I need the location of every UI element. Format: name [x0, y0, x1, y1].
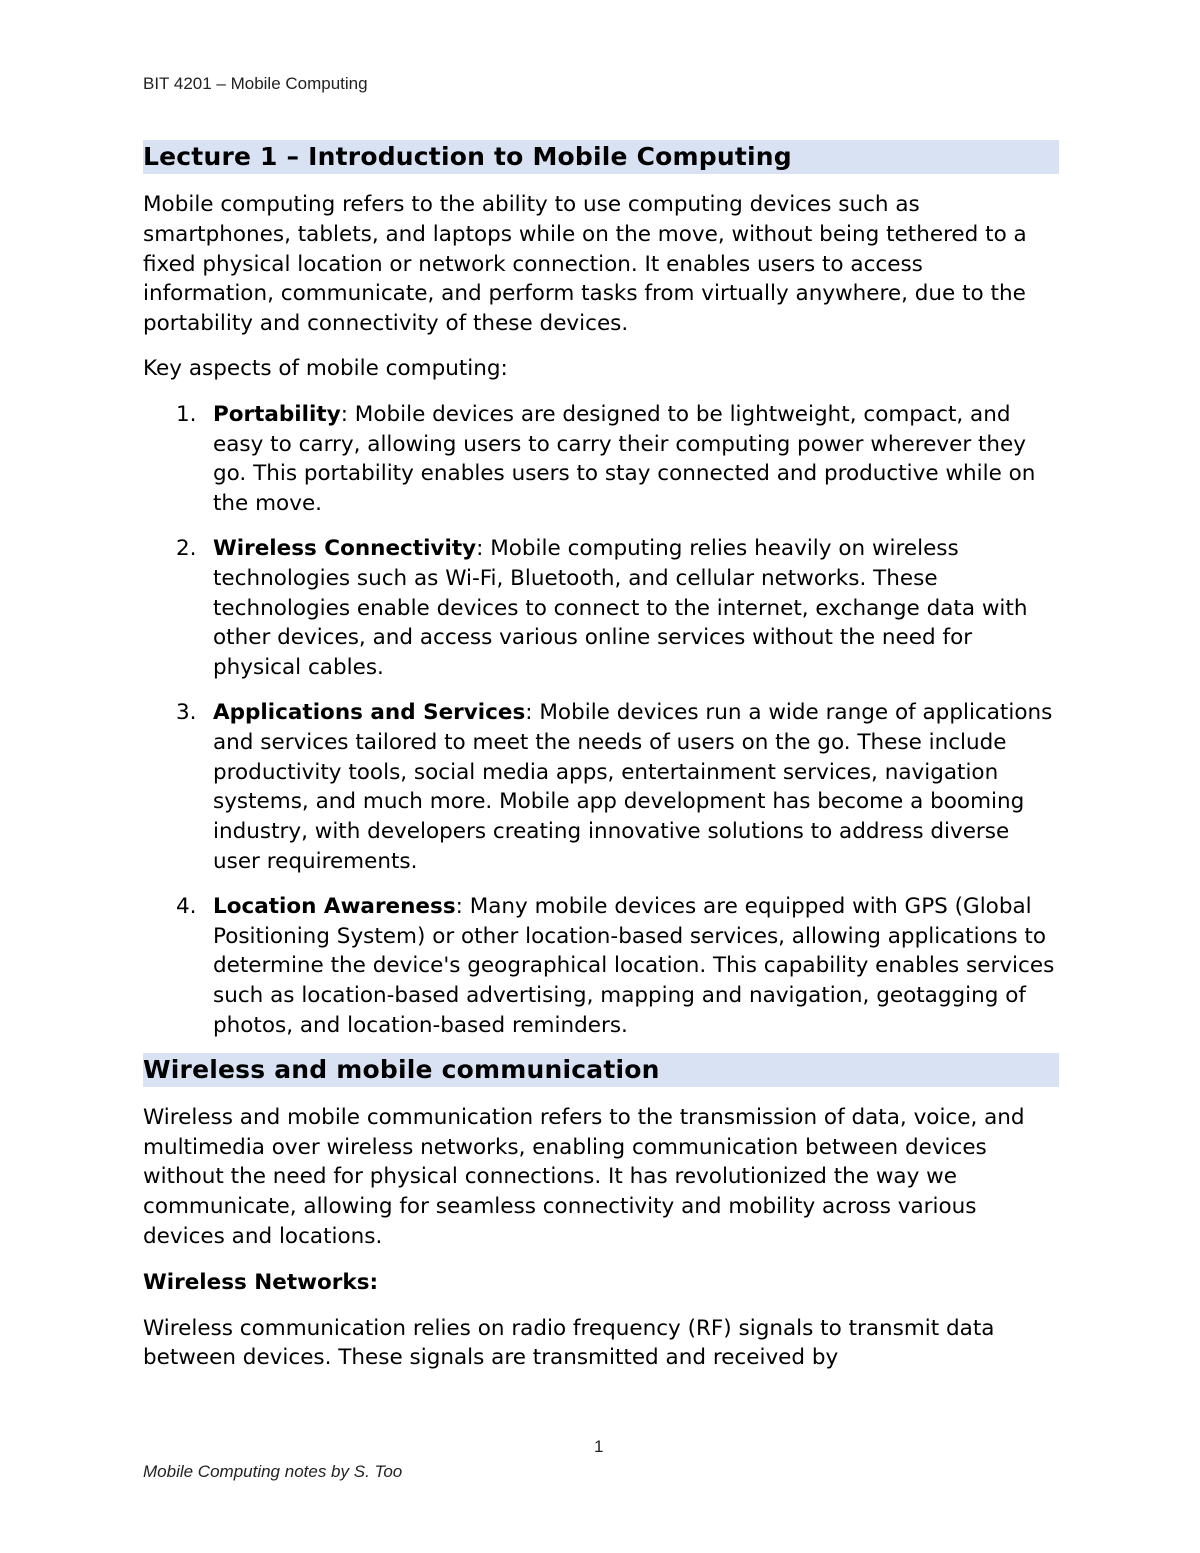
- section-heading-wireless: Wireless and mobile communication: [143, 1053, 1059, 1087]
- page-number: 1: [594, 1437, 604, 1456]
- document-body: [143, 140, 1059, 1373]
- aspect-text: : Mobile computing relies heavily on wireless technologies such as Wi-Fi, Bluetooth, and cellular networks. These technologies enable devices to connect to the internet, exchange data with other devices, and access various online services without the need for physical cables.: [213, 535, 1028, 681]
- page-footer: Mobile Computing notes by S. Too: [143, 1462, 403, 1481]
- aspect-term: Location Awareness: [213, 893, 456, 919]
- key-aspects-list: [143, 400, 1059, 1041]
- aspect-term: Applications and Services: [213, 699, 526, 725]
- aspect-text: : Mobile devices run a wide range of applications and services tailored to meet the needs of users on the go. These include productivity tools, social media apps, entertainment services, navigation systems, and much more. Mobile app development has become a booming industry, with developers creating innovative solutions to address diverse user requirements.: [213, 699, 1053, 874]
- list-item: [143, 534, 1059, 683]
- aspect-text: : Mobile devices are designed to be lightweight, compact, and easy to carry, allowing users to carry their computing power wherever they go. This portability enables users to stay connected and productive while on the move.: [213, 401, 1036, 517]
- wireless-intro-paragraph: Wireless and mobile communication refers to the transmission of data, voice, and multimedia over wireless networks, enabling communication between devices without the need for physical connections. It has revolutionized the way we communicate, allowing for seamless connectivity and mobility across various devices and locations.: [143, 1104, 1025, 1249]
- aspect-term: Wireless Connectivity: [213, 535, 477, 561]
- list-number: 2.: [176, 535, 197, 561]
- list-number: 1.: [176, 401, 197, 427]
- list-number: 3.: [176, 699, 197, 725]
- wireless-networks-paragraph: Wireless communication relies on radio frequency (RF) signals to transmit data between devices. These signals are transmitted and received by: [143, 1315, 995, 1371]
- list-item: [143, 400, 1059, 519]
- page-header: BIT 4201 – Mobile Computing: [143, 74, 368, 93]
- list-item: [143, 698, 1059, 877]
- list-number: 4.: [176, 893, 197, 919]
- intro-paragraph: Mobile computing refers to the ability to use computing devices such as smartphones, tablets, and laptops while on the move, without being tethered to a fixed physical location or network connection. It enables users to access information, communicate, and perform tasks from virtually anywhere, due to the portability and connectivity of these devices.: [143, 192, 1027, 337]
- list-item: [143, 892, 1059, 1041]
- list-lead: Key aspects of mobile computing:: [143, 355, 508, 381]
- aspect-text: : Many mobile devices are equipped with GPS (Global Positioning System) or other location-based services, allowing applications to determine the device's geographical location. This capability enables services such as location-based advertising, mapping and navigation, geotagging of photos, and location-based reminders.: [213, 893, 1055, 1038]
- subheading-wireless-networks: Wireless Networks:: [143, 1269, 379, 1295]
- aspect-term: Portability: [213, 401, 341, 427]
- section-heading-lecture-1: Lecture 1 – Introduction to Mobile Computing: [143, 140, 1059, 174]
